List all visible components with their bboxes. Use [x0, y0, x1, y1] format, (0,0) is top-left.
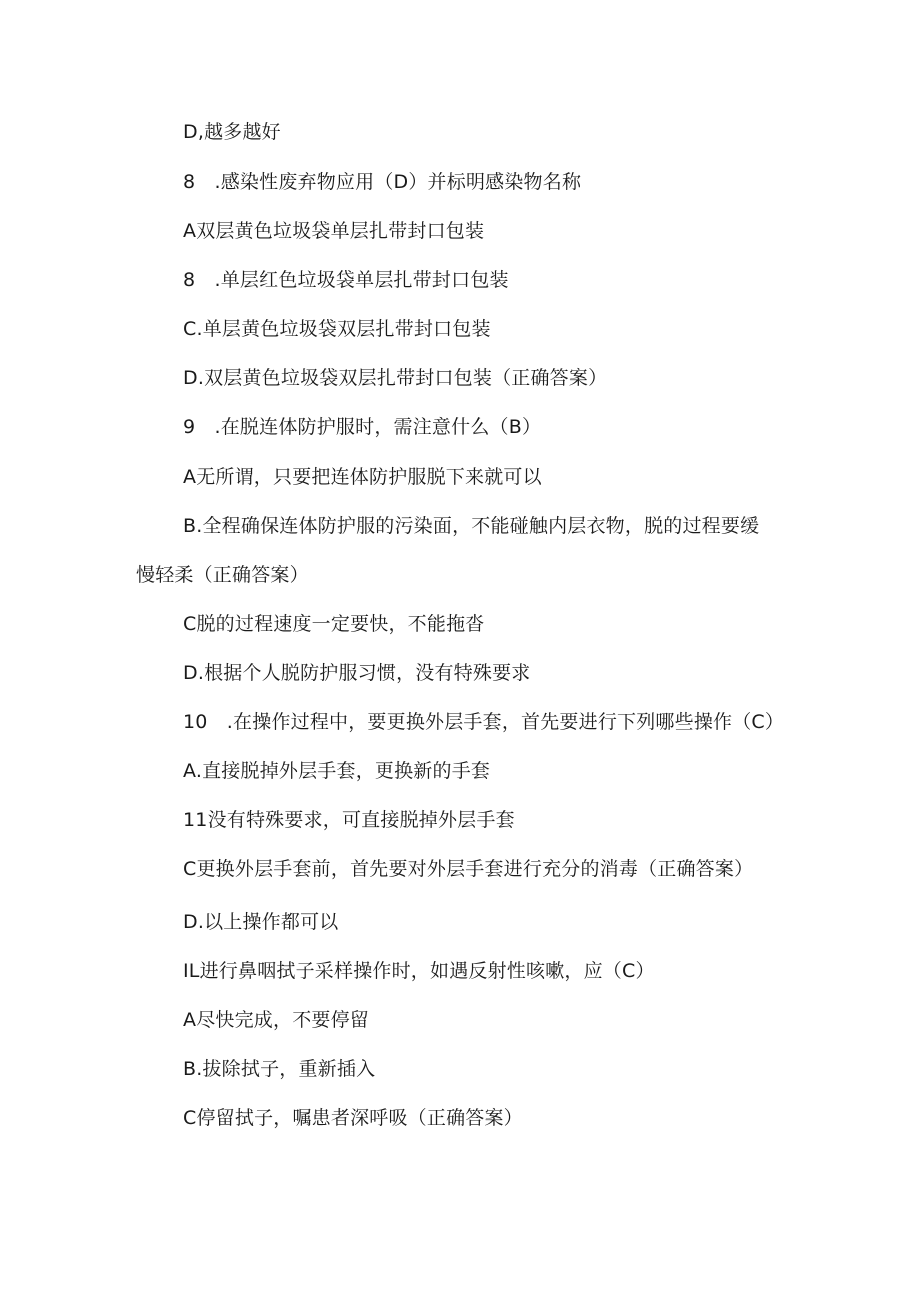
option-a: A无所谓，只要把连体防护服脱下来就可以	[183, 466, 542, 488]
option-b-continuation: 慢轻柔（正确答案）	[136, 564, 309, 586]
question-9: 9 .在脱连体防护服时，需注意什么（B）	[183, 416, 542, 438]
option-b: 8 .单层红色垃圾袋单层扎带封口包装	[183, 269, 509, 291]
option-c-correct: C更换外层手套前，首先要对外层手套进行充分的消毒（正确答案）	[183, 858, 754, 880]
option-a: A.直接脱掉外层手套，更换新的手套	[183, 760, 491, 782]
option-b: B.拔除拭子，重新插入	[183, 1058, 376, 1080]
question-11: IL进行鼻咽拭子采样操作时，如遇反射性咳嗽，应（C）	[183, 960, 655, 982]
option-a: A尽快完成，不要停留	[183, 1009, 369, 1031]
option-a: A双层黄色垃圾袋单层扎带封口包装	[183, 220, 485, 242]
option-c: C.单层黄色垃圾袋双层扎带封口包装	[183, 318, 491, 340]
option-d-correct: D.双层黄色垃圾袋双层扎带封口包装（正确答案）	[183, 367, 608, 389]
option-b: 11没有特殊要求，可直接脱掉外层手套	[183, 809, 515, 831]
question-10: 10 .在操作过程中，要更换外层手套，首先要进行下列哪些操作（C）	[183, 711, 785, 733]
option-b-correct: B.全程确保连体防护服的污染面，不能碰触内层衣物，脱的过程要缓	[183, 515, 760, 537]
option-c-correct: C停留拭子，嘱患者深呼吸（正确答案）	[183, 1107, 523, 1129]
option-d: D.以上操作都可以	[183, 911, 339, 933]
option-d: D.根据个人脱防护服习惯，没有特殊要求	[183, 662, 531, 684]
question-8: 8 .感染性废弃物应用（D）并标明感染物名称	[183, 171, 582, 193]
option-d-more-better: D,越多越好	[183, 121, 281, 143]
option-c: C脱的过程速度一定要快，不能拖沓	[183, 613, 485, 635]
